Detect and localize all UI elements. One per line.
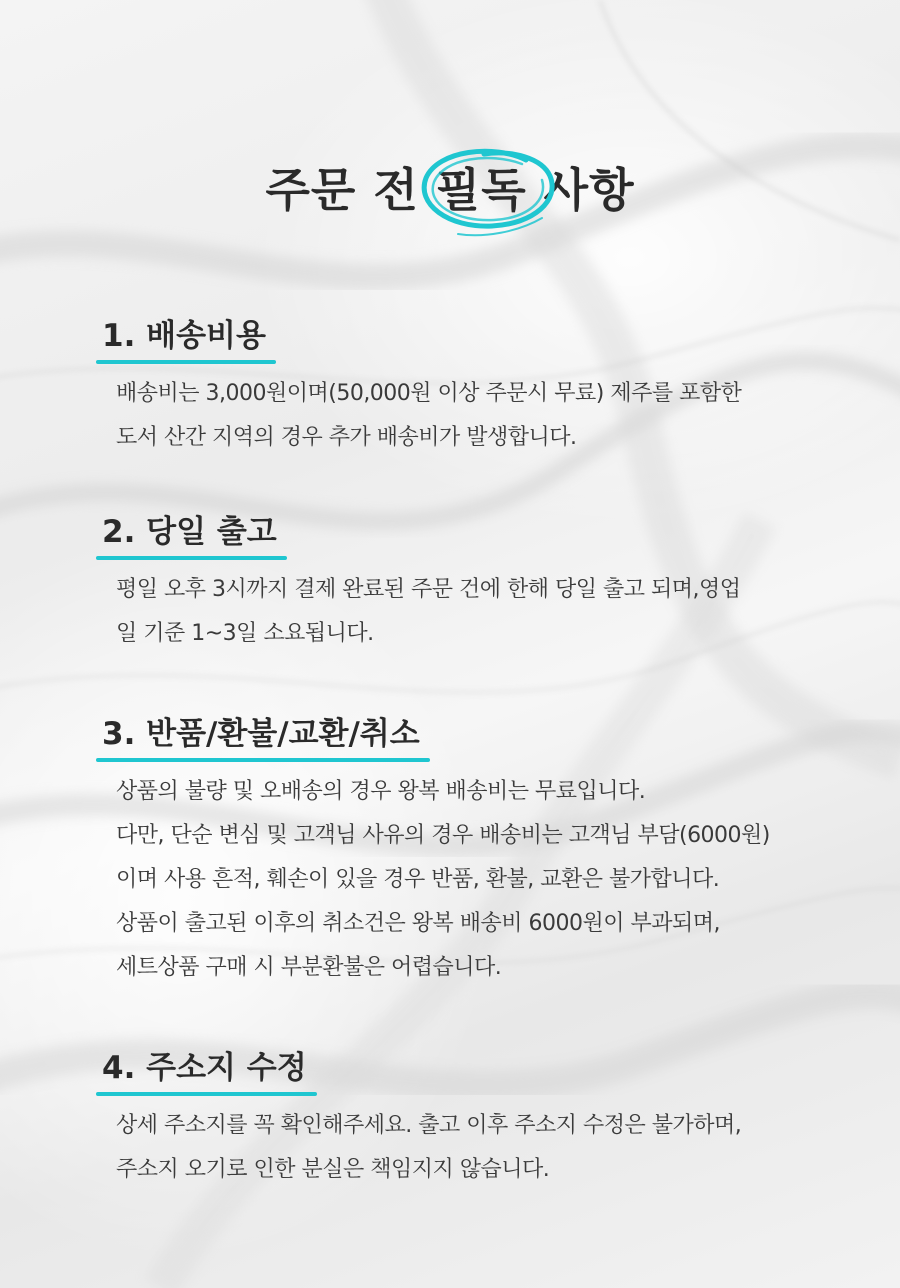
- title-highlight: [436, 160, 527, 220]
- section-heading-text: 3. 반품/환불/교환/취소: [102, 716, 420, 752]
- page-title: [0, 160, 900, 220]
- body-line: 일 기준 1~3일 소요됩니다.: [116, 621, 374, 646]
- body-line: 평일 오후 3시까지 결제 완료된 주문 건에 한해 당일 출고 되며,영업: [116, 577, 741, 602]
- section-heading: [100, 316, 270, 362]
- heading-underline: [96, 556, 287, 560]
- section-body: [116, 1104, 840, 1192]
- body-line: 세트상품 구매 시 부분환불은 어렵습니다.: [116, 955, 502, 980]
- title-part-1: 주문 전: [265, 163, 436, 217]
- body-line: 다만, 단순 변심 및 고객님 사유의 경우 배송비는 고객님 부담(6000원): [116, 823, 770, 848]
- section-heading: [100, 512, 281, 558]
- section-body: [116, 568, 840, 656]
- body-line: 배송비는 3,000원이며(50,000원 이상 주문시 무료) 제주를 포함한: [116, 381, 742, 406]
- body-line: 상품이 출고된 이후의 취소건은 왕복 배송비 6000원이 부과되며,: [116, 911, 720, 936]
- section-heading: [100, 714, 424, 760]
- section-shipping-cost: [100, 316, 840, 460]
- body-line: 이며 사용 흔적, 훼손이 있을 경우 반품, 환불, 교환은 불가합니다.: [116, 867, 720, 892]
- body-line: 주소지 오기로 인한 분실은 책임지지 않습니다.: [116, 1157, 550, 1182]
- heading-underline: [96, 360, 276, 364]
- section-body: [116, 770, 840, 990]
- section-heading-text: 1. 배송비용: [102, 318, 266, 354]
- section-heading-text: 4. 주소지 수정: [102, 1050, 307, 1086]
- title-highlight-text: 필독: [435, 163, 527, 217]
- section-same-day-shipping: [100, 512, 840, 656]
- section-body: [116, 372, 840, 460]
- section-heading: [100, 1048, 311, 1094]
- body-line: 도서 산간 지역의 경우 추가 배송비가 발생합니다.: [116, 425, 577, 450]
- heading-underline: [96, 1092, 317, 1096]
- section-heading-text: 2. 당일 출고: [102, 514, 277, 550]
- body-line: 상품의 불량 및 오배송의 경우 왕복 배송비는 무료입니다.: [116, 779, 646, 804]
- title-part-2: 사항: [526, 163, 635, 217]
- section-returns-refunds: [100, 714, 840, 990]
- section-address-change: [100, 1048, 840, 1192]
- body-line: 상세 주소지를 꼭 확인해주세요. 출고 이후 주소지 수정은 불가하며,: [116, 1113, 742, 1138]
- heading-underline: [96, 758, 430, 762]
